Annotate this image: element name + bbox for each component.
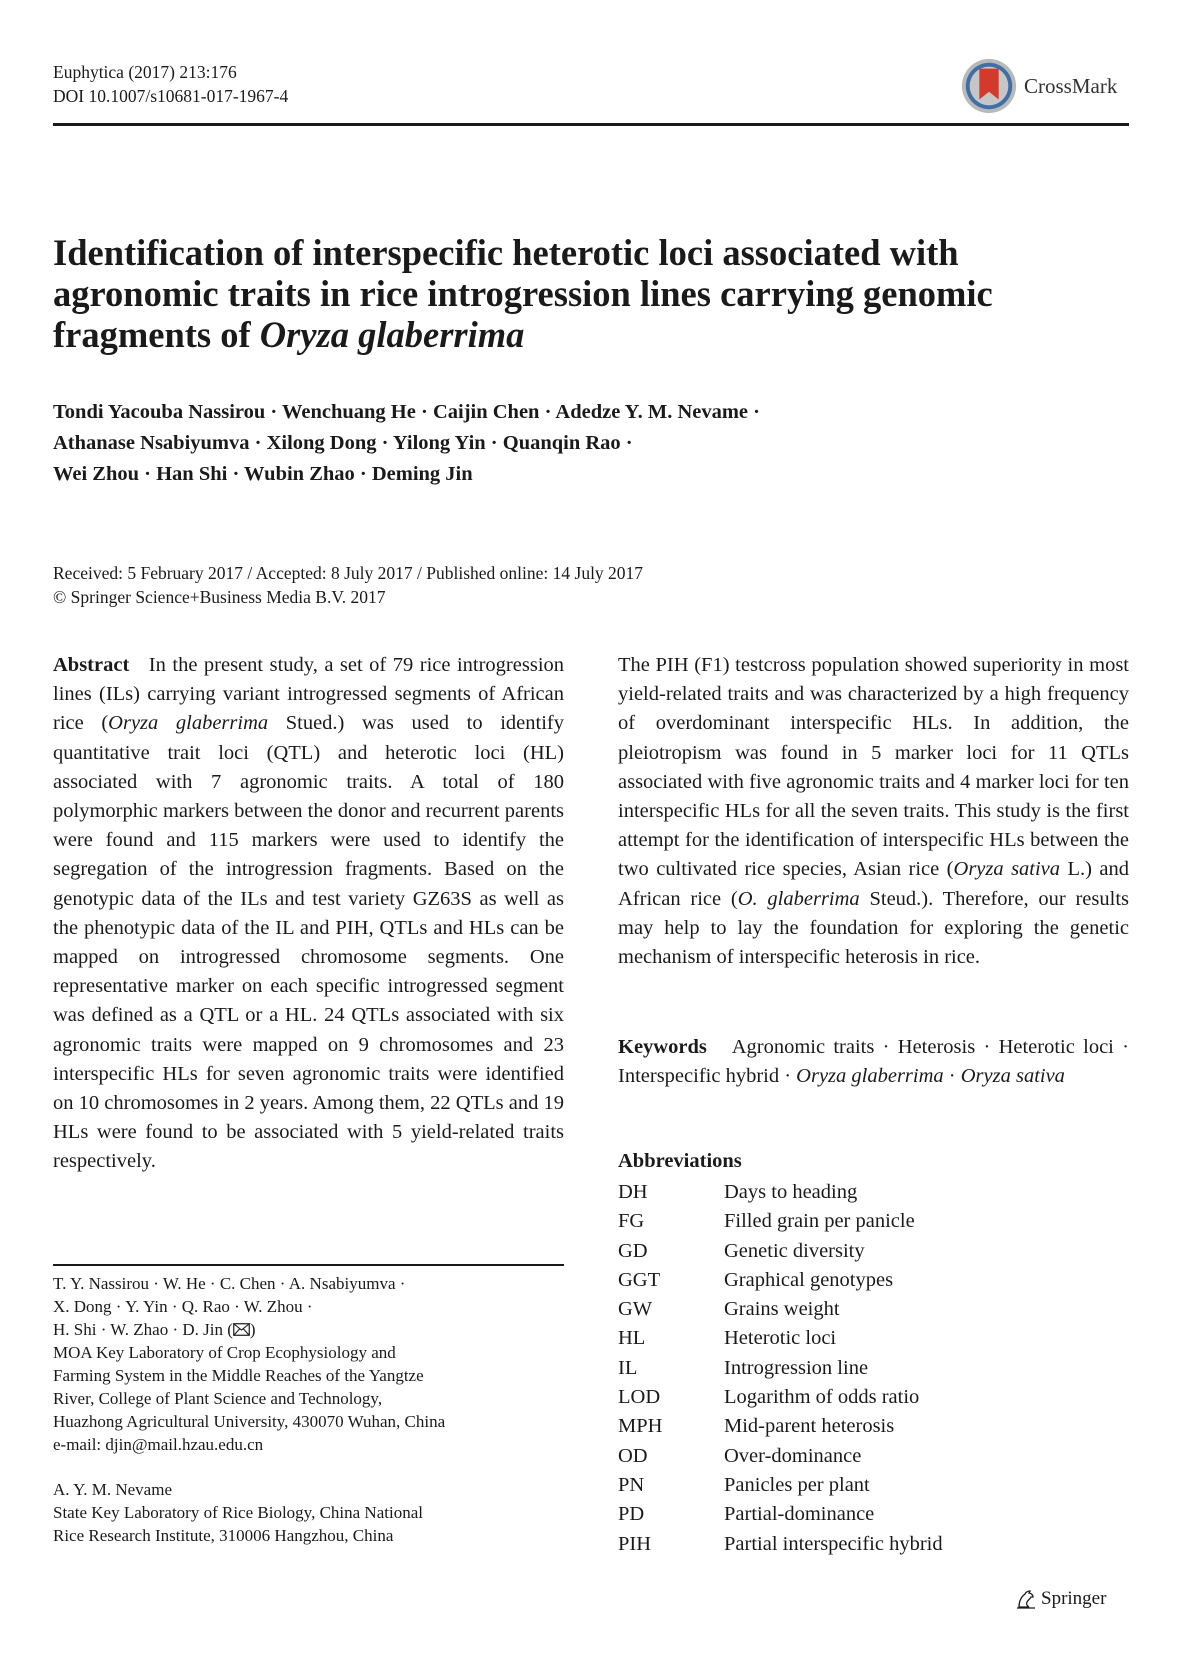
crossmark-icon bbox=[960, 57, 1018, 115]
abstract-text: L.) and African rice ( bbox=[618, 858, 1130, 910]
publisher-footer bbox=[1015, 1588, 1106, 1610]
affiliation-line: Huazhong Agricultural University, 430070 Wuhan, China bbox=[53, 1412, 446, 1431]
abbreviation-key: GW bbox=[618, 1298, 653, 1321]
affiliation-line: X. Dong · Y. Yin · Q. Rao · W. Zhou · bbox=[53, 1297, 313, 1316]
journal-citation: Euphytica (2017) 213:176 bbox=[53, 62, 237, 82]
abstract-heading: Abstract bbox=[53, 654, 130, 676]
abbreviation-key: IL bbox=[618, 1356, 638, 1379]
affiliation-block bbox=[53, 1272, 564, 1456]
abbreviation-row bbox=[618, 1500, 943, 1529]
abbreviation-key: FG bbox=[618, 1210, 645, 1233]
affiliation-line: State Key Laboratory of Rice Biology, China National bbox=[53, 1503, 423, 1522]
keyword-species: Oryza glaberrima bbox=[796, 1065, 944, 1088]
publication-dates bbox=[53, 561, 643, 609]
abbreviation-key: PN bbox=[618, 1473, 645, 1496]
abbreviation-row bbox=[618, 1237, 943, 1266]
abbreviation-row bbox=[618, 1266, 943, 1295]
keyword-separator: · bbox=[943, 1065, 961, 1088]
abbreviation-row bbox=[618, 1207, 943, 1236]
abstract-text: In the present study, a set of 79 rice introgression lines (ILs) carrying variant introgressed segments of African rice ( bbox=[53, 654, 565, 735]
abbreviation-row bbox=[618, 1530, 943, 1559]
abbreviation-value: Grains weight bbox=[724, 1298, 840, 1321]
abbreviation-key: LOD bbox=[618, 1386, 661, 1409]
journal-header bbox=[53, 60, 288, 108]
abbreviation-row bbox=[618, 1178, 943, 1207]
abbreviation-key: MPH bbox=[618, 1415, 663, 1438]
abstract-left-column bbox=[53, 651, 564, 1177]
abstract-text: Stued.) was used to identify quantitative trait loci (QTL) and heterotic loci (HL) associated with 7 agronomic traits. A total of 180 polymorphic markers between the donor and recurrent parents were found and 115 markers were used to identify the segregation of the introgression fragments. Based on the genotypic data of the ILs and test variety GZ63S as well as the phenotypic data of the IL and PIH, QTLs and HLs can be mapped on introgressed chromosome segments. One representative marker on each specific introgressed segment was defined as a QTL or a HL. 24 QTLs associated with six agronomic traits were mapped on 9 chromosomes and 23 interspecific HLs for seven agronomic traits were identified on 10 chromosomes in 2 years. Among them, 22 QTLs and 19 HLs were found to be associated with 5 yield-related traits respectively. bbox=[53, 712, 564, 1173]
author-line: Wei Zhou · Han Shi · Wubin Zhao · Deming Jin bbox=[53, 463, 473, 485]
affiliation-line: H. Shi · W. Zhao · D. Jin ( ) bbox=[53, 1320, 256, 1339]
affiliation-line: Rice Research Institute, 310006 Hangzhou, China bbox=[53, 1526, 394, 1545]
publisher-name: Springer bbox=[1041, 1588, 1107, 1609]
abbreviation-value: Panicles per plant bbox=[724, 1473, 870, 1496]
abbreviation-row bbox=[618, 1471, 943, 1500]
abbreviations-heading: Abbreviations bbox=[618, 1150, 742, 1172]
abbreviation-row bbox=[618, 1412, 943, 1441]
abbreviation-key: GD bbox=[618, 1239, 648, 1262]
abbreviation-key: DH bbox=[618, 1181, 648, 1203]
abbreviation-key: OD bbox=[618, 1444, 648, 1467]
abbreviation-key: GGT bbox=[618, 1268, 661, 1291]
affiliation-line: Farming System in the Middle Reaches of the Yangtze bbox=[53, 1366, 424, 1385]
abbreviation-value: Days to heading bbox=[724, 1181, 858, 1203]
affiliation-line: MOA Key Laboratory of Crop Ecophysiology and bbox=[53, 1343, 396, 1362]
abbreviations-list bbox=[618, 1178, 943, 1559]
author-line: Tondi Yacouba Nassirou · Wenchuang He · Caijin Chen · Adedze Y. M. Nevame · bbox=[53, 401, 760, 423]
abstract-right-column bbox=[618, 651, 1129, 972]
footnote-divider bbox=[53, 1264, 564, 1266]
abstract-species: Oryza glaberrima bbox=[108, 712, 269, 735]
abbreviation-value: Mid-parent heterosis bbox=[724, 1415, 895, 1438]
envelope-icon[interactable] bbox=[233, 1323, 250, 1336]
crossmark-badge[interactable] bbox=[960, 56, 1117, 116]
affiliation-block bbox=[53, 1478, 564, 1547]
abbreviation-row bbox=[618, 1354, 943, 1383]
keywords-heading: Keywords bbox=[618, 1036, 707, 1058]
abbreviation-value: Logarithm of odds ratio bbox=[724, 1386, 920, 1409]
copyright-line: © Springer Science+Business Media B.V. 2017 bbox=[53, 587, 386, 607]
abstract-text: Steud.). Therefore, our results may help to lay the foundation for exploring the genetic mechanism of interspecific heterosis in rice. bbox=[618, 887, 1129, 969]
doi[interactable]: DOI 10.1007/s10681-017-1967-4 bbox=[53, 86, 289, 106]
abstract-text: The PIH (F1) testcross population showed superiority in most yield-related traits and was characterized by a high frequency of overdominant interspecific HLs. In addition, the pleiotropism was found in 5 marker loci for 11 QTLs associated with five agronomic traits and 4 marker loci for ten interspecific HLs for all the seven traits. This study is the first attempt for the identification of interspecific HLs between the two cultivated rice species, Asian rice ( bbox=[618, 654, 1129, 881]
abbreviation-row bbox=[618, 1324, 943, 1353]
author-line: Athanase Nsabiyumva · Xilong Dong · Yilong Yin · Quanqin Rao · bbox=[53, 432, 633, 454]
abbreviation-value: Graphical genotypes bbox=[724, 1268, 894, 1291]
affiliation-line: A. Y. M. Nevame bbox=[53, 1480, 172, 1499]
abbreviation-value: Over-dominance bbox=[724, 1444, 862, 1467]
title-species: Oryza glaberrima bbox=[259, 314, 525, 355]
abstract-species: Oryza sativa bbox=[953, 858, 1061, 881]
abbreviation-value: Introgression line bbox=[724, 1356, 869, 1379]
abbreviation-row bbox=[618, 1442, 943, 1471]
abbreviation-value: Heterotic loci bbox=[724, 1327, 837, 1350]
keywords-text: Agronomic traits · Heterosis · Heterotic loci · Interspecific hybrid · bbox=[618, 1036, 1129, 1088]
abbreviation-row bbox=[618, 1383, 943, 1412]
paper-title bbox=[53, 232, 1073, 355]
title-text: Identification of interspecific heterotic loci associated with agronomic traits in rice introgression lines carrying genomic fragments of bbox=[53, 232, 993, 355]
abbreviation-value: Partial-dominance bbox=[724, 1503, 875, 1526]
keyword-species: Oryza sativa bbox=[960, 1065, 1065, 1088]
crossmark-label: CrossMark bbox=[1024, 73, 1118, 98]
springer-horse-icon bbox=[1015, 1588, 1037, 1610]
abbreviation-key: HL bbox=[618, 1327, 646, 1350]
author-list bbox=[53, 397, 1093, 490]
keywords-block bbox=[618, 1033, 1129, 1091]
abbreviation-key: PIH bbox=[618, 1532, 652, 1555]
abbreviation-key: PD bbox=[618, 1503, 645, 1526]
abbreviation-value: Partial interspecific hybrid bbox=[724, 1532, 943, 1555]
header-divider bbox=[53, 123, 1129, 126]
history-line: Received: 5 February 2017 / Accepted: 8 July 2017 / Published online: 14 July 2017 bbox=[53, 563, 644, 583]
abstract-species: O. glaberrima bbox=[737, 887, 860, 910]
email-link[interactable]: e-mail: djin@mail.hzau.edu.cn bbox=[53, 1435, 264, 1454]
affiliation-line: River, College of Plant Science and Technology, bbox=[53, 1389, 383, 1408]
abbreviation-value: Filled grain per panicle bbox=[724, 1210, 915, 1233]
abbreviation-value: Genetic diversity bbox=[724, 1239, 865, 1262]
affiliation-line: T. Y. Nassirou · W. He · C. Chen · A. Nsabiyumva · bbox=[53, 1274, 406, 1293]
abbreviation-row bbox=[618, 1295, 943, 1324]
corresponding-authors: H. Shi · W. Zhao · D. Jin ( bbox=[53, 1320, 233, 1339]
